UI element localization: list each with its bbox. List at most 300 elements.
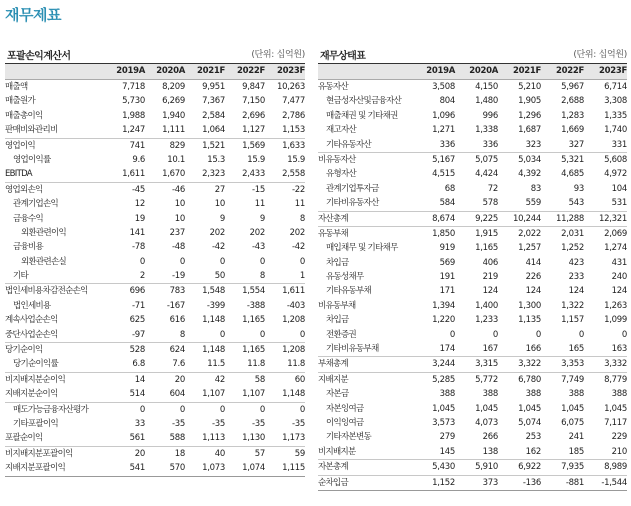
row-value: 604 xyxy=(169,389,185,400)
row-value: 2,558 xyxy=(282,169,305,180)
row-value: 1,271 xyxy=(432,125,455,136)
table-row xyxy=(5,461,305,476)
table-row xyxy=(5,255,305,269)
row-value: 0 xyxy=(449,329,455,340)
row-label: 유동부채 xyxy=(318,228,349,239)
row-value: 5,730 xyxy=(122,96,145,107)
income-label-column-header xyxy=(5,64,105,79)
row-value: -388 xyxy=(246,300,265,311)
row-value: 10,263 xyxy=(277,82,305,92)
row-value: 5,608 xyxy=(604,154,627,165)
row-value: 10 xyxy=(174,213,185,224)
row-value: 1,335 xyxy=(604,110,627,121)
row-value: 83 xyxy=(530,183,541,194)
row-label: 영업외손익 xyxy=(5,184,43,195)
row-value: 33 xyxy=(134,418,145,429)
row-value: 1,111 xyxy=(162,125,185,136)
table-row xyxy=(318,313,627,327)
row-label: 외환관련손실 xyxy=(21,256,67,267)
row-value: 4,150 xyxy=(475,82,498,92)
table-row xyxy=(318,416,627,430)
row-value: 171 xyxy=(439,286,455,297)
table-row xyxy=(318,402,627,416)
table-row xyxy=(5,226,305,240)
row-label: 차입금 xyxy=(326,257,349,268)
row-label: 전환증권 xyxy=(326,329,357,340)
row-label: 자산총계 xyxy=(318,213,349,224)
row-value: 58 xyxy=(254,374,265,385)
table-row xyxy=(5,357,305,371)
row-value: 124 xyxy=(482,286,498,297)
row-value: 12 xyxy=(134,199,145,210)
row-value: 2,323 xyxy=(202,169,225,180)
row-value: 4,424 xyxy=(475,169,498,180)
income-statement-title: 포괄손익계산서 xyxy=(7,51,71,62)
row-value: 388 xyxy=(482,389,498,400)
row-value: 3,322 xyxy=(518,359,541,370)
row-value: 5,167 xyxy=(432,154,455,165)
row-value: 1,127 xyxy=(242,125,265,136)
table-row xyxy=(5,167,305,181)
row-value: 6,075 xyxy=(561,417,584,428)
row-value: 5,772 xyxy=(475,374,498,385)
balance-year-header xyxy=(318,63,627,80)
row-value: 0 xyxy=(259,256,265,267)
row-value: 4,972 xyxy=(604,169,627,180)
row-value: 11 xyxy=(254,199,265,210)
row-value: 266 xyxy=(482,432,498,443)
table-row xyxy=(318,109,627,123)
row-value: 165 xyxy=(568,344,584,355)
table-row xyxy=(5,342,305,357)
row-value: 124 xyxy=(611,286,627,297)
row-value: 1,252 xyxy=(561,243,584,254)
row-label: 금융수익 xyxy=(13,213,44,224)
row-value: 2,031 xyxy=(561,228,584,239)
table-row xyxy=(5,123,305,137)
table-row xyxy=(5,372,305,387)
row-value: 202 xyxy=(289,227,305,238)
income-year-header xyxy=(5,63,305,80)
row-value: 59 xyxy=(294,448,305,459)
table-row xyxy=(5,446,305,461)
row-value: 5,430 xyxy=(432,462,455,473)
row-value: 2,584 xyxy=(202,110,225,121)
table-row xyxy=(5,138,305,153)
row-value: 9,225 xyxy=(475,213,498,224)
row-value: 1,148 xyxy=(202,315,225,326)
row-value: 6.8 xyxy=(132,359,145,370)
row-value: 1,045 xyxy=(604,403,627,414)
row-label: 매출채권 및 기타채권 xyxy=(326,110,398,121)
row-label: 매입채무 및 기타채무 xyxy=(326,243,398,254)
row-value: 57 xyxy=(254,448,265,459)
row-value: 18 xyxy=(174,448,185,459)
row-value: 163 xyxy=(611,344,627,355)
row-value: 10,244 xyxy=(513,213,541,224)
balance-table-body xyxy=(318,80,627,491)
row-value: -1,544 xyxy=(601,477,627,488)
table-row xyxy=(318,226,627,241)
row-label: 재고자산 xyxy=(326,125,357,136)
row-value: 578 xyxy=(482,198,498,209)
row-value: 0 xyxy=(179,404,185,415)
row-value: 7,150 xyxy=(242,96,265,107)
income-statement-header xyxy=(5,47,305,60)
row-value: 0 xyxy=(535,329,541,340)
row-value: 8,989 xyxy=(604,462,627,473)
row-value: 388 xyxy=(439,389,455,400)
row-value: 336 xyxy=(439,139,455,150)
row-label: 지배지분포괄이익 xyxy=(5,463,66,474)
row-value: 373 xyxy=(482,477,498,488)
row-label: 영업이익률 xyxy=(13,154,51,165)
table-row xyxy=(5,269,305,283)
row-value: 4,392 xyxy=(518,169,541,180)
row-value: -403 xyxy=(286,300,305,311)
row-value: 124 xyxy=(568,286,584,297)
row-label: 차입금 xyxy=(326,315,349,326)
balance-year-header-cell: 2020A xyxy=(469,66,498,76)
row-value: -71 xyxy=(132,300,145,311)
row-value: 202 xyxy=(209,227,225,238)
row-value: -35 xyxy=(172,418,185,429)
row-value: 6,269 xyxy=(162,96,185,107)
row-value: 7,117 xyxy=(604,417,627,428)
row-value: 3,315 xyxy=(475,359,498,370)
row-value: 10.1 xyxy=(167,154,185,165)
table-row xyxy=(318,138,627,152)
row-value: 11.5 xyxy=(207,359,225,370)
row-value: 1,480 xyxy=(475,96,498,107)
row-value: 240 xyxy=(611,272,627,283)
balance-year-header-cell: 2019A xyxy=(426,66,455,76)
row-value: 336 xyxy=(482,139,498,150)
row-value: -48 xyxy=(172,242,185,253)
row-value: 1,045 xyxy=(561,403,584,414)
row-value: 1,073 xyxy=(202,463,225,474)
row-value: 1,045 xyxy=(475,403,498,414)
row-label: 기타포괄이익 xyxy=(13,418,59,429)
row-value: 331 xyxy=(611,139,627,150)
row-value: -45 xyxy=(132,184,145,195)
row-value: 1,554 xyxy=(242,286,265,297)
row-value: 1,940 xyxy=(162,110,185,121)
income-year-header-cell: 2022F xyxy=(237,66,265,76)
balance-year-header-cell: 2023F xyxy=(599,66,627,76)
row-value: 1,233 xyxy=(475,315,498,326)
row-value: 185 xyxy=(568,446,584,457)
row-value: -46 xyxy=(172,184,185,195)
row-label: 기타유동부채 xyxy=(326,286,372,297)
row-value: 741 xyxy=(129,140,145,151)
row-value: 253 xyxy=(525,432,541,443)
row-value: 7,935 xyxy=(561,462,584,473)
row-value: 2,069 xyxy=(604,228,627,239)
row-value: 11.8 xyxy=(287,359,305,370)
row-value: 19 xyxy=(134,213,145,224)
table-row xyxy=(318,356,627,371)
row-value: 423 xyxy=(568,257,584,268)
row-value: 8,674 xyxy=(432,213,455,224)
row-value: 996 xyxy=(482,110,498,121)
table-row xyxy=(318,299,627,313)
income-year-header-cell: 2020A xyxy=(156,66,185,76)
row-label: 당기순이익률 xyxy=(13,359,59,370)
row-value: 2,433 xyxy=(242,169,265,180)
row-value: 804 xyxy=(439,96,455,107)
row-value: 5,967 xyxy=(561,82,584,92)
table-row xyxy=(5,153,305,167)
row-label: 현금성자산및금융자산 xyxy=(326,96,402,107)
table-row xyxy=(5,283,305,298)
row-value: 1,148 xyxy=(282,389,305,400)
row-value: 5,210 xyxy=(518,82,541,92)
row-value: 0 xyxy=(259,329,265,340)
row-value: 2,688 xyxy=(561,96,584,107)
row-value: 50 xyxy=(214,271,225,282)
row-value: 1,633 xyxy=(282,140,305,151)
row-value: 5,910 xyxy=(475,462,498,473)
row-label: 지배지분 xyxy=(318,374,349,385)
table-row xyxy=(5,94,305,108)
row-value: 5,321 xyxy=(561,154,584,165)
row-label: 법인세비용 xyxy=(13,300,51,311)
row-label: 자본금 xyxy=(326,389,349,400)
row-value: -167 xyxy=(166,300,185,311)
row-value: 3,244 xyxy=(432,359,455,370)
row-value: 8,779 xyxy=(604,374,627,385)
balance-year-header-cell: 2022F xyxy=(556,66,584,76)
row-value: 237 xyxy=(169,227,185,238)
row-value: 2,696 xyxy=(242,110,265,121)
income-statement-panel xyxy=(5,47,305,477)
row-value: 20 xyxy=(174,374,185,385)
row-value: 167 xyxy=(482,344,498,355)
table-row xyxy=(318,123,627,137)
table-row xyxy=(5,80,305,94)
row-value: 0 xyxy=(299,329,305,340)
row-value: 5,074 xyxy=(518,417,541,428)
row-label: 기타비유동자산 xyxy=(326,198,379,209)
row-value: 3,353 xyxy=(561,359,584,370)
row-value: 138 xyxy=(482,446,498,457)
row-value: 15.3 xyxy=(207,154,225,165)
row-value: 8 xyxy=(299,213,305,224)
row-value: 388 xyxy=(568,389,584,400)
row-value: 1,611 xyxy=(122,169,145,180)
row-value: 40 xyxy=(214,448,225,459)
row-value: 1,740 xyxy=(604,125,627,136)
row-label: 포괄순이익 xyxy=(5,433,43,444)
row-value: 1,045 xyxy=(432,403,455,414)
row-value: -136 xyxy=(522,477,541,488)
row-label: 순차입금 xyxy=(318,477,349,488)
row-value: 406 xyxy=(482,257,498,268)
row-value: 20 xyxy=(134,448,145,459)
row-label: 부채총계 xyxy=(318,359,349,370)
row-value: 4,685 xyxy=(561,169,584,180)
row-label: 자본잉여금 xyxy=(326,403,364,414)
row-label: 당기순이익 xyxy=(5,345,43,356)
row-value: 1,045 xyxy=(518,403,541,414)
row-value: -78 xyxy=(132,242,145,253)
row-label: 외환관련이익 xyxy=(21,227,67,238)
row-value: 783 xyxy=(169,286,185,297)
row-value: 570 xyxy=(169,463,185,474)
row-value: 0 xyxy=(219,329,225,340)
row-value: 60 xyxy=(294,374,305,385)
page-title: 재무제표 xyxy=(5,6,61,24)
row-label: 비지배지분포괄이익 xyxy=(5,448,73,459)
row-value: 1,148 xyxy=(202,345,225,356)
row-value: 1,247 xyxy=(122,125,145,136)
row-value: -35 xyxy=(212,418,225,429)
row-value: 3,332 xyxy=(604,359,627,370)
row-value: 2,022 xyxy=(518,228,541,239)
row-value: 1,220 xyxy=(432,315,455,326)
row-value: 1,173 xyxy=(282,433,305,444)
row-value: -42 xyxy=(292,242,305,253)
balance-sheet-unit: (단위: 십억원) xyxy=(573,50,627,60)
row-value: 1,322 xyxy=(561,300,584,311)
row-label: EBITDA xyxy=(5,169,32,180)
row-value: 0 xyxy=(139,256,145,267)
table-row xyxy=(318,284,627,298)
row-value: 0 xyxy=(219,404,225,415)
balance-sheet-header xyxy=(318,47,627,60)
row-value: 4,073 xyxy=(475,417,498,428)
row-value: 625 xyxy=(129,315,145,326)
row-label: 금융비용 xyxy=(13,242,44,253)
row-value: 279 xyxy=(439,432,455,443)
row-value: 219 xyxy=(482,272,498,283)
row-value: 6,714 xyxy=(604,82,627,92)
row-value: 1,130 xyxy=(242,433,265,444)
row-value: 1,521 xyxy=(202,140,225,151)
row-value: 5,034 xyxy=(518,154,541,165)
row-value: 15.9 xyxy=(287,154,305,165)
row-value: 616 xyxy=(169,315,185,326)
row-label: 비유동자산 xyxy=(318,154,356,165)
row-value: 9,847 xyxy=(242,82,265,92)
row-value: 145 xyxy=(439,446,455,457)
row-value: 1,670 xyxy=(162,169,185,180)
table-row xyxy=(5,328,305,342)
table-row xyxy=(5,417,305,431)
row-value: 388 xyxy=(611,389,627,400)
income-year-header-cell: 2021F xyxy=(197,66,225,76)
row-value: 2,786 xyxy=(282,110,305,121)
row-label: 비지배지분 xyxy=(318,446,356,457)
row-value: 42 xyxy=(214,374,225,385)
row-value: 191 xyxy=(439,272,455,283)
row-value: 514 xyxy=(129,389,145,400)
table-row xyxy=(318,94,627,108)
row-value: 1,115 xyxy=(282,463,305,474)
row-value: 141 xyxy=(129,227,145,238)
table-row xyxy=(318,80,627,94)
row-value: 1,569 xyxy=(242,140,265,151)
table-row xyxy=(318,211,627,226)
row-value: 1,099 xyxy=(604,315,627,326)
row-value: 1,263 xyxy=(604,300,627,311)
row-value: 0 xyxy=(621,329,627,340)
row-label: 관계기업손익 xyxy=(13,199,59,210)
row-value: 528 xyxy=(129,345,145,356)
row-value: 5,285 xyxy=(432,374,455,385)
row-value: 8,209 xyxy=(162,82,185,92)
row-value: 9 xyxy=(219,213,225,224)
balance-sheet-panel xyxy=(318,47,627,491)
row-value: 569 xyxy=(439,257,455,268)
row-label: 계속사업순손익 xyxy=(5,315,58,326)
row-value: 2 xyxy=(139,271,145,282)
row-value: 7,367 xyxy=(202,96,225,107)
row-value: 8 xyxy=(259,271,265,282)
row-value: 27 xyxy=(214,184,225,195)
row-value: -19 xyxy=(172,271,185,282)
row-value: 1,300 xyxy=(518,300,541,311)
row-value: 8 xyxy=(179,329,185,340)
table-row xyxy=(5,240,305,254)
row-value: 1,113 xyxy=(202,433,225,444)
row-value: 14 xyxy=(134,374,145,385)
row-value: 0 xyxy=(299,404,305,415)
row-label: 자본총계 xyxy=(318,462,349,473)
row-value: 323 xyxy=(525,139,541,150)
row-value: 0 xyxy=(219,256,225,267)
row-label: 유동성채무 xyxy=(326,272,364,283)
row-value: 0 xyxy=(259,404,265,415)
row-value: 1,548 xyxy=(202,286,225,297)
row-value: 226 xyxy=(525,272,541,283)
row-value: 1,165 xyxy=(242,315,265,326)
row-label: 매출원가 xyxy=(5,96,36,107)
row-value: 93 xyxy=(573,183,584,194)
row-value: 584 xyxy=(439,198,455,209)
row-value: 233 xyxy=(568,272,584,283)
row-value: 104 xyxy=(611,183,627,194)
row-value: 1,611 xyxy=(282,286,305,297)
row-value: 11,288 xyxy=(556,213,584,224)
table-row xyxy=(5,402,305,417)
row-value: 543 xyxy=(568,198,584,209)
row-value: 388 xyxy=(525,389,541,400)
row-value: 327 xyxy=(568,139,584,150)
row-value: 9.6 xyxy=(132,154,145,165)
row-value: 3,308 xyxy=(604,96,627,107)
table-row xyxy=(318,328,627,342)
row-value: 7.6 xyxy=(172,359,185,370)
row-value: 9 xyxy=(259,213,265,224)
row-value: -97 xyxy=(132,329,145,340)
row-label: 영업이익 xyxy=(5,140,36,151)
row-value: 202 xyxy=(249,227,265,238)
table-row xyxy=(318,445,627,459)
row-value: 0 xyxy=(139,404,145,415)
row-value: 6,780 xyxy=(518,374,541,385)
table-row xyxy=(318,182,627,196)
row-label: 유형자산 xyxy=(326,169,357,180)
row-value: 11 xyxy=(294,199,305,210)
row-value: 531 xyxy=(611,198,627,209)
table-row xyxy=(318,387,627,401)
row-value: 624 xyxy=(169,345,185,356)
row-label: 관계기업투자금 xyxy=(326,183,379,194)
row-value: 829 xyxy=(169,140,185,151)
table-row xyxy=(318,152,627,167)
